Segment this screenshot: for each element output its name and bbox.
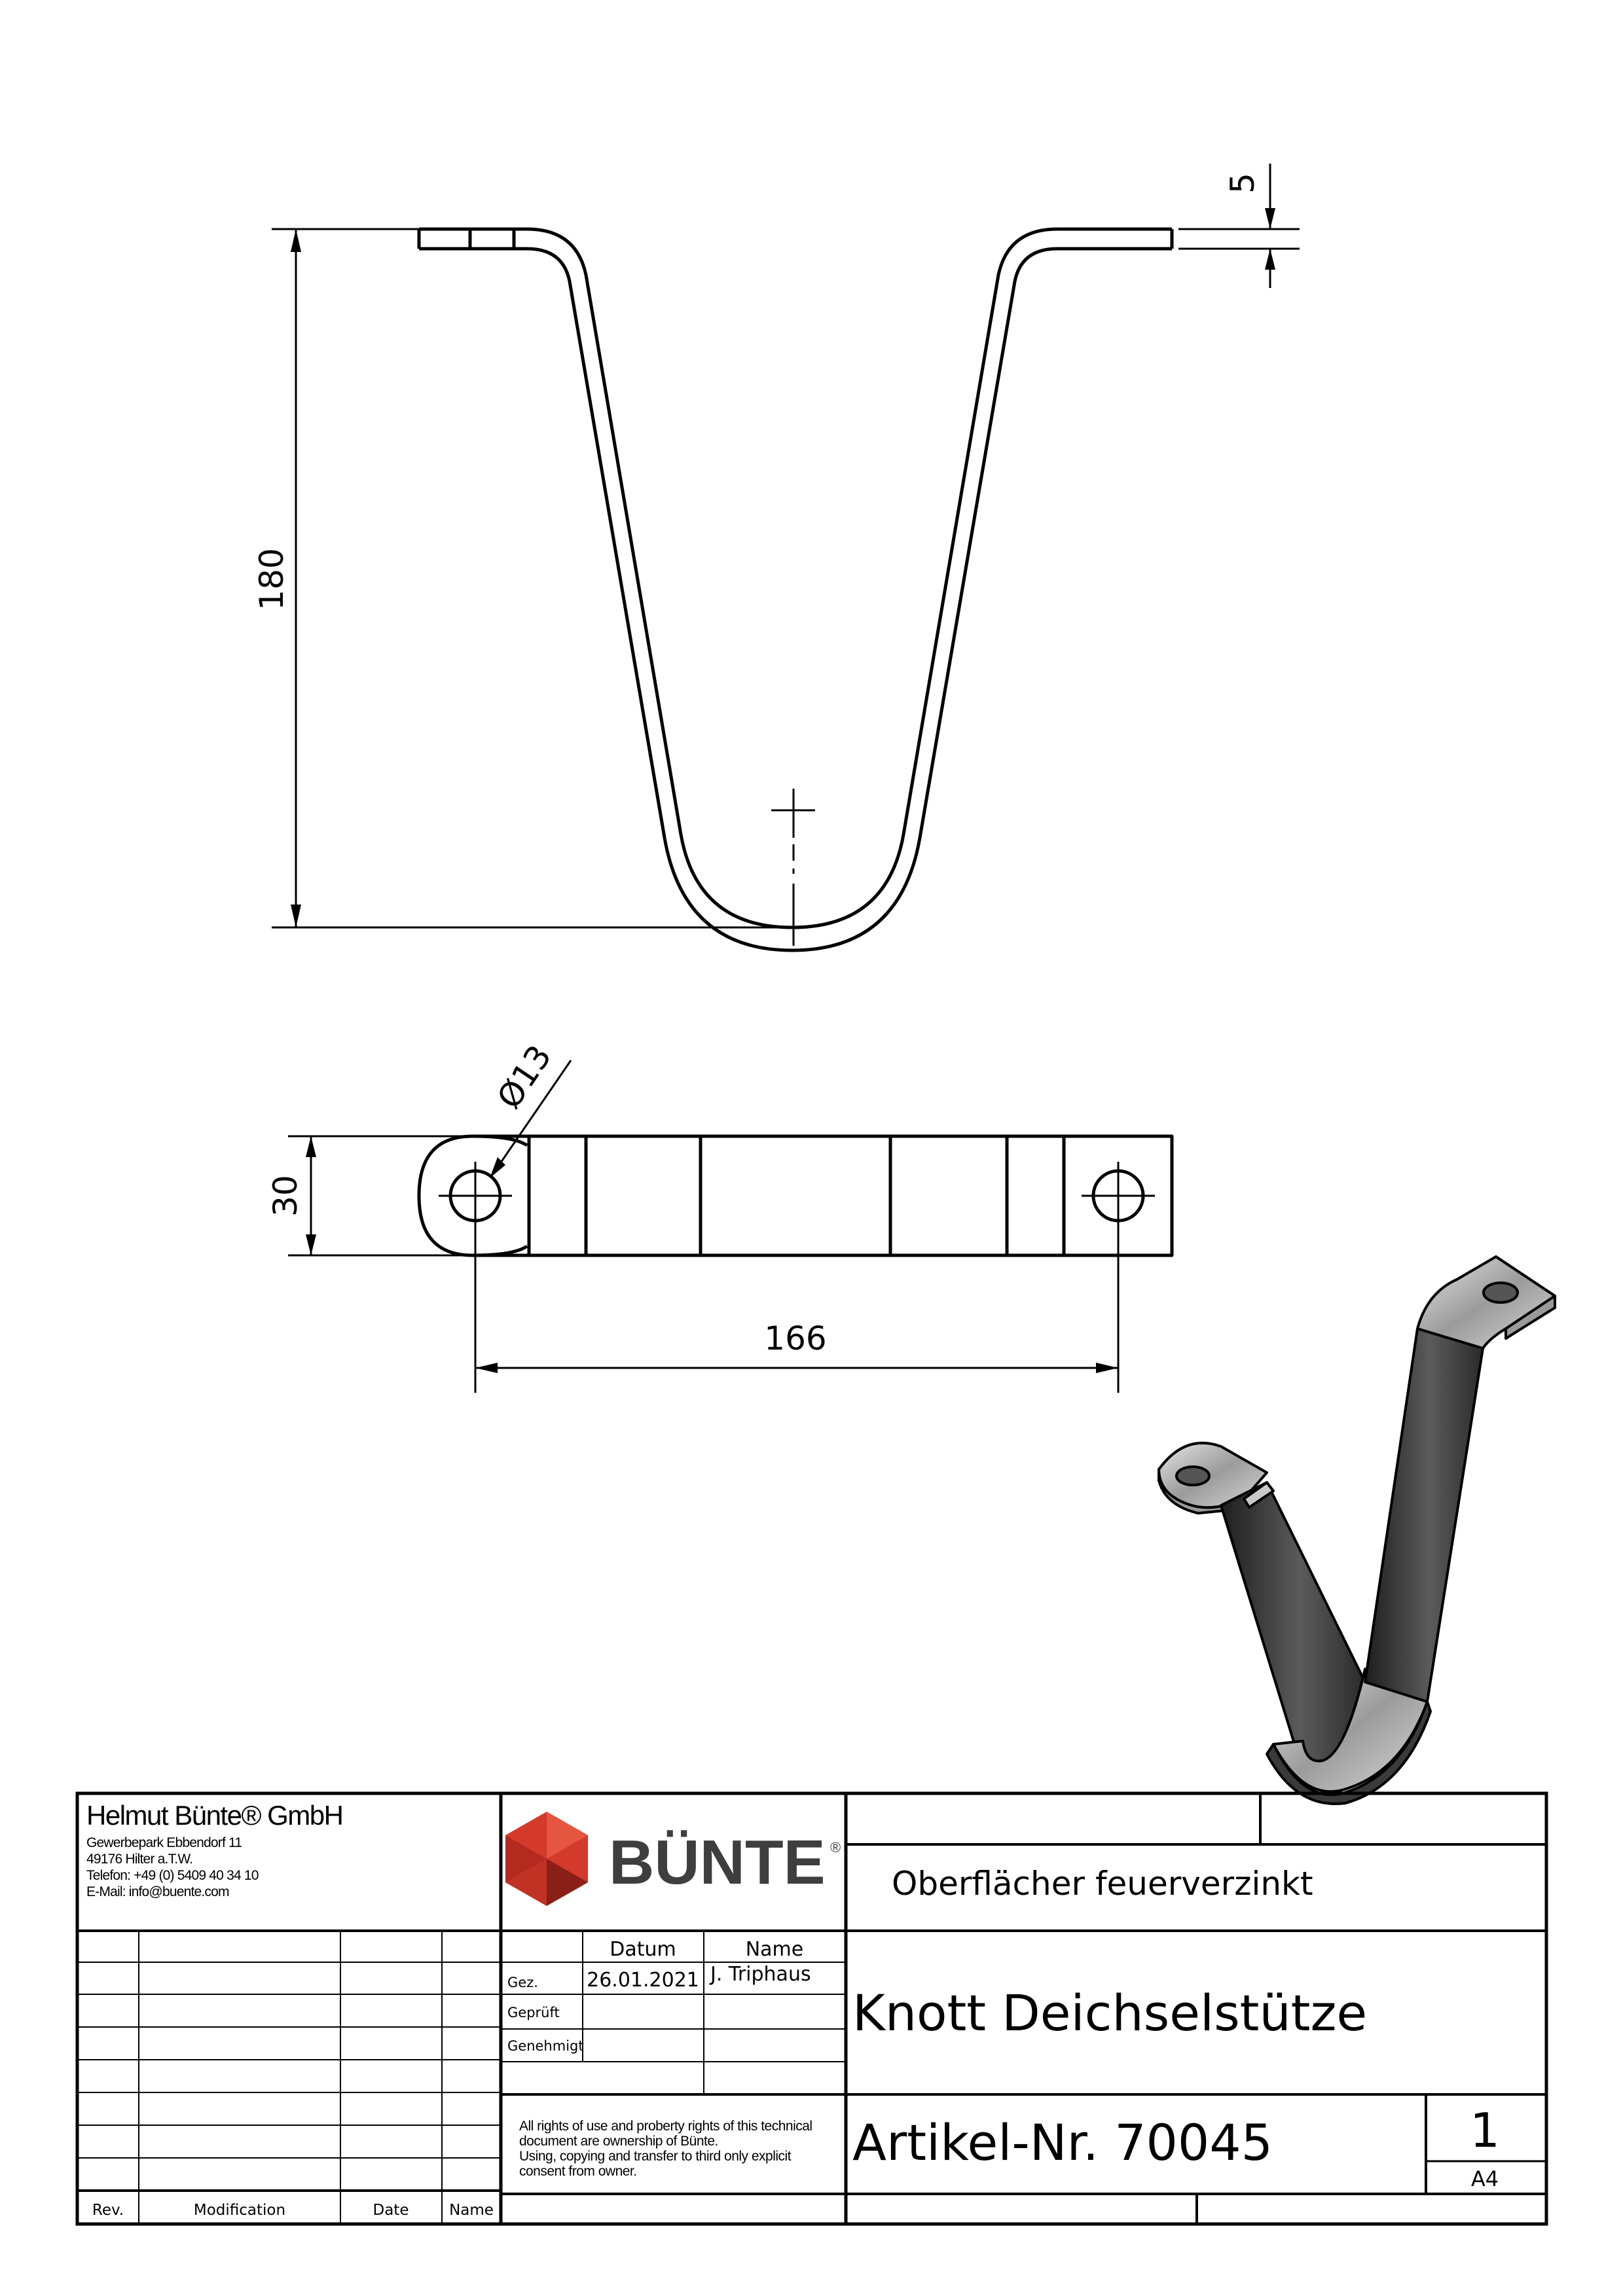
iso-hole-right [1484,1283,1518,1302]
bracket-inner-contour [419,249,1172,950]
rights-notice-line3: Using, copying and transfer to third only explicit [519,2149,792,2164]
sheet-number: 1 [1470,2103,1500,2158]
header-date: Datum [610,1938,676,1961]
iso-flange-right [1417,1257,1555,1348]
company-name: Helmut Bünte® GmbH [86,1800,343,1831]
dimension-thickness-label: 5 [1224,173,1262,194]
article-number: Artikel-Nr. 70045 [852,2113,1273,2172]
rights-notice-line4: consent from owner. [519,2164,637,2179]
company-address-line2: 49176 Hilter a.T.W. [86,1852,193,1867]
revision-header-name: Name [449,2202,494,2219]
rights-notice-line1: All rights of use and proberty rights of this technical [519,2119,812,2134]
revision-header-rev: Rev. [92,2202,124,2219]
logo-text: BÜNTE [609,1827,826,1897]
bracket-outer-contour [419,229,1172,927]
logo-registered-mark: ® [830,1839,841,1856]
revision-header-modification: Modification [193,2202,286,2219]
dimension-width-label: 30 [266,1175,304,1217]
hole-center-lines [439,1162,1155,1230]
dimension-hole-diameter-label: Ø13 [490,1038,559,1116]
company-address-line1: Gewerbepark Ebbendorf 11 [86,1835,242,1850]
company-phone: Telefon: +49 (0) 5409 40 34 10 [86,1868,259,1883]
row-drawn-date: 26.01.2021 [587,1969,699,1992]
company-logo [505,1812,841,1906]
company-email: E-Mail: info@buente.com [86,1884,229,1899]
dimension-hole-spacing-label: 166 [764,1319,827,1357]
front-view [419,229,1172,950]
row-drawn-name: J. Triphaus [710,1963,811,1986]
center-mark [771,789,815,946]
row-drawn-label: Gez. [507,1975,538,1990]
row-approved-label: Genehmigt [507,2038,584,2054]
header-name: Name [745,1938,804,1961]
row-checked-label: Geprüft [507,2005,560,2020]
strip-outline [419,1136,1172,1255]
iso-leg-right [1365,1329,1483,1702]
top-view [419,1136,1172,1255]
isometric-view [1159,1257,1555,1804]
surface-finish: Oberflächer feuerverzinkt [892,1865,1313,1903]
iso-leg-left [1221,1482,1365,1770]
rights-notice-line2: document are ownership of Bünte. [519,2134,718,2149]
iso-hole-left [1176,1467,1209,1485]
dimension-height-label: 180 [253,548,291,611]
revision-header-date: Date [373,2202,409,2219]
dimension-height [272,229,792,927]
drawing-title: Knott Deichselstütze [852,1984,1368,2042]
sheet-format: A4 [1470,2166,1499,2191]
